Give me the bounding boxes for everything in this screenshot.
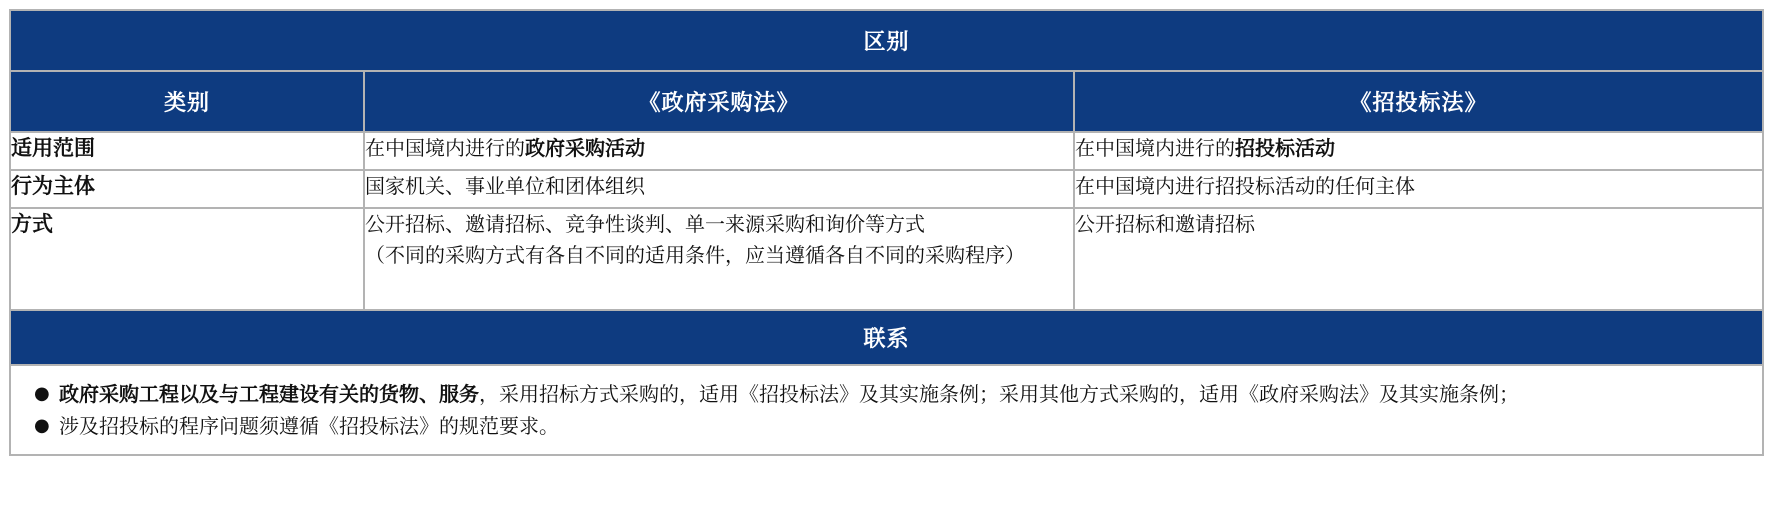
cell-emphasis: 招投标活动	[1235, 136, 1335, 160]
list-item	[25, 378, 1762, 410]
row-label-actor: 行为主体	[10, 170, 364, 208]
cell-text: 在中国境内进行的	[365, 136, 525, 160]
cell-text: 在中国境内进行的	[1075, 136, 1235, 160]
relations-list	[11, 366, 1762, 454]
list-item-text: 涉及招投标的程序问题须遵循《招投标法》的规范要求。	[59, 414, 559, 438]
bullet-icon: ●	[34, 415, 50, 436]
cell-emphasis: 政府采购活动	[525, 136, 645, 160]
table-row	[10, 170, 1763, 208]
cell-bid-method: 公开招标和邀请招标	[1074, 208, 1763, 310]
cell-bid-scope	[1074, 132, 1763, 170]
row-label-scope: 适用范围	[10, 132, 364, 170]
list-item-emphasis: 政府采购工程以及与工程建设有关的货物、服务	[59, 382, 479, 406]
cell-gov-scope	[364, 132, 1074, 170]
column-header-bidding-law: 《招投标法》	[1074, 71, 1763, 132]
table-row	[10, 132, 1763, 170]
section-title-differences: 区别	[10, 10, 1763, 71]
table-row	[10, 208, 1763, 310]
cell-bid-actor: 在中国境内进行招投标活动的任何主体	[1074, 170, 1763, 208]
comparison-table	[9, 9, 1764, 456]
column-header-category: 类别	[10, 71, 364, 132]
list-item-text: ，采用招标方式采购的，适用《招投标法》及其实施条例；采用其他方式采购的，适用《政府采购法》及其实施条例；	[479, 382, 1519, 406]
cell-line-note: （不同的采购方式有各自不同的适用条件，应当遵循各自不同的采购程序）	[365, 243, 1025, 267]
section-title-relations: 联系	[10, 310, 1763, 365]
cell-gov-method	[364, 208, 1074, 310]
list-item	[25, 410, 1762, 442]
row-label-method: 方式	[10, 208, 364, 310]
column-header-gov-procurement-law: 《政府采购法》	[364, 71, 1074, 132]
cell-gov-actor: 国家机关、事业单位和团体组织	[364, 170, 1074, 208]
cell-line: 公开招标、邀请招标、竞争性谈判、单一来源采购和询价等方式	[365, 212, 925, 236]
bullet-icon: ●	[34, 383, 50, 404]
comparison-table-container	[9, 9, 1762, 456]
relations-cell	[10, 365, 1763, 455]
